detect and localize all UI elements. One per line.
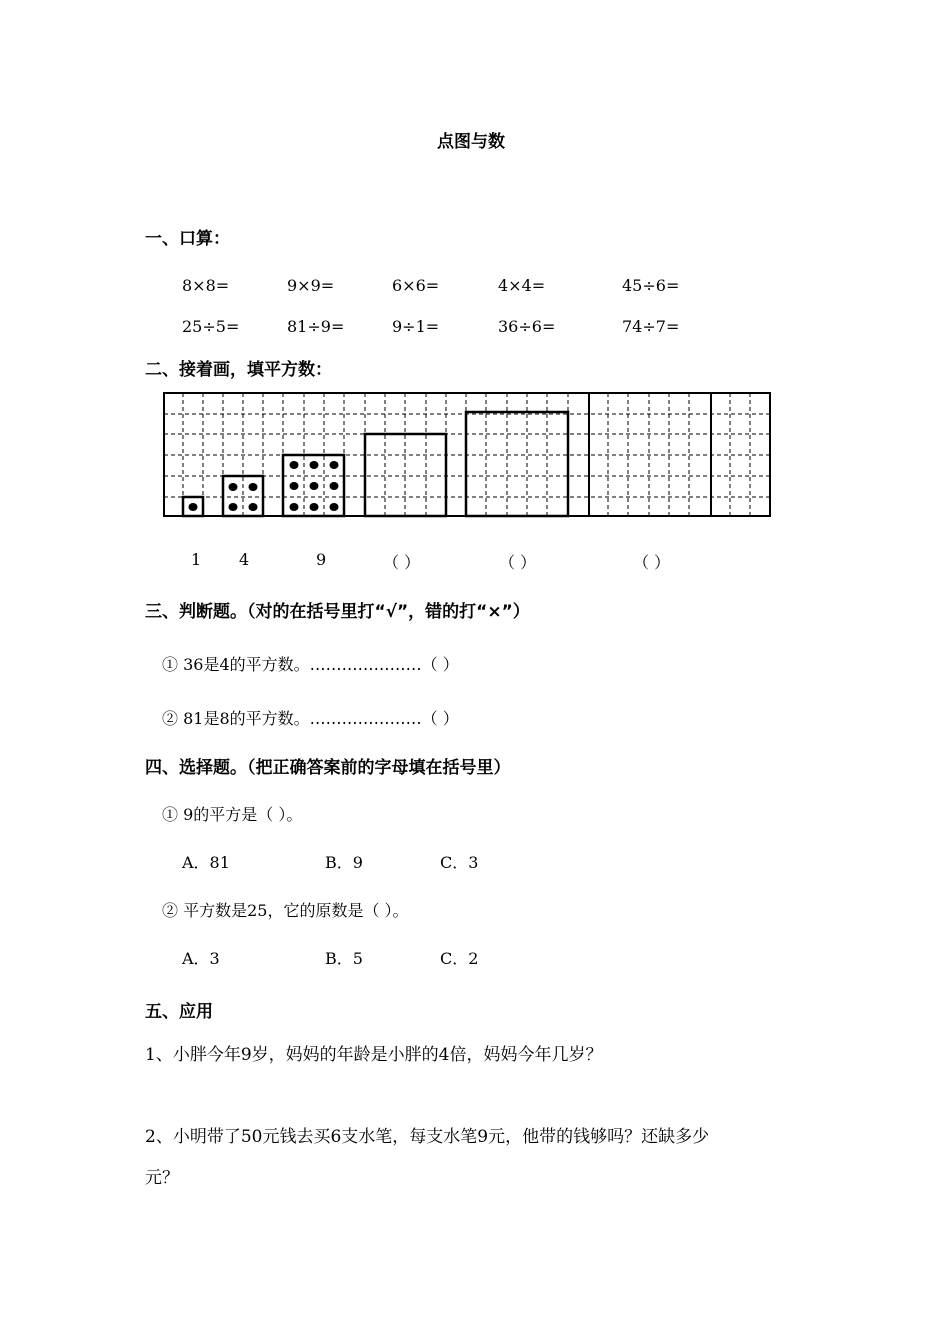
arith-item: 74÷7= <box>622 317 680 336</box>
choice-question: ① 9的平方是（ ）。 <box>162 805 303 824</box>
arith-item: 45÷6= <box>622 276 680 295</box>
arith-item: 6×6= <box>392 276 440 295</box>
arith-item: 25÷5= <box>182 317 240 336</box>
choice-option: C．3 <box>440 853 479 872</box>
square-label: （ ） <box>633 553 671 572</box>
choice-option: B．9 <box>325 853 363 872</box>
arith-item: 9÷1= <box>392 317 440 336</box>
square-label: 1 <box>191 550 202 569</box>
choice-option: C．2 <box>440 949 479 968</box>
square-label: （ ） <box>383 553 421 572</box>
square-label: 4 <box>239 550 250 569</box>
section-3-heading: 三、判断题。（对的在括号里打“√”，错的打“×”） <box>145 602 530 622</box>
choice-question: ② 平方数是25，它的原数是（ ）。 <box>162 901 409 920</box>
arith-item: 81÷9= <box>287 317 345 336</box>
word-problem-1: 1、小胖今年9岁，妈妈的年龄是小胖的4倍，妈妈今年几岁？ <box>145 1045 603 1065</box>
arith-item: 9×9= <box>287 276 335 295</box>
choice-option: B．5 <box>325 949 363 968</box>
choice-option: A．3 <box>182 949 220 968</box>
arith-item: 36÷6= <box>498 317 556 336</box>
arith-item: 8×8= <box>182 276 230 295</box>
square-label: 9 <box>316 550 327 569</box>
square-label: （ ） <box>499 553 537 572</box>
word-problem-2: 2、小明带了50元钱去买6支水笔，每支水笔9元，他带的钱够吗？还缺多少 <box>145 1127 710 1147</box>
judge-item: ① 36是4的平方数。…………………（ ） <box>162 655 459 674</box>
dot-grid <box>162 387 776 521</box>
word-problem-2-cont: 元？ <box>145 1168 179 1188</box>
judge-item: ② 81是8的平方数。…………………（ ） <box>162 709 459 728</box>
section-2-heading: 二、接着画，填平方数： <box>145 360 332 380</box>
section-4-heading: 四、选择题。（把正确答案前的字母填在括号里） <box>145 758 511 778</box>
page-title: 点图与数 <box>437 132 505 152</box>
choice-option: A．81 <box>182 853 230 872</box>
arith-item: 4×4= <box>498 276 546 295</box>
section-1-heading: 一、口算： <box>145 229 230 249</box>
section-5-heading: 五、应用 <box>145 1002 213 1022</box>
